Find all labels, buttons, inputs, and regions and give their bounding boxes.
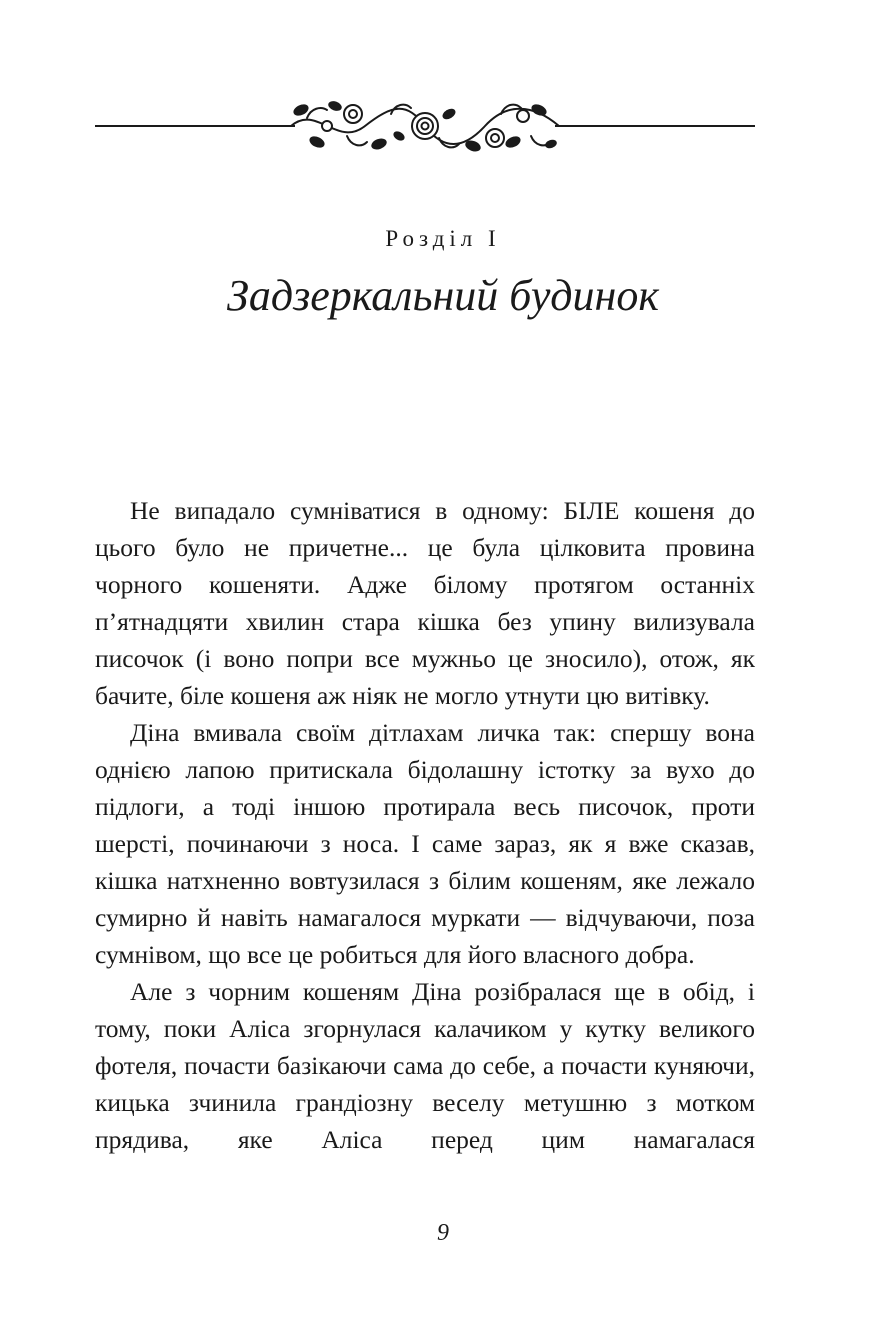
ornament-rule-left xyxy=(95,125,295,127)
body-text xyxy=(95,492,755,1158)
ornament-rule-right xyxy=(555,125,755,127)
paragraph-1: Не випадало сумніватися в одному: БІЛЕ кошеня до цього було не причетне... це була цілковита провина чорного кошеняти. Адже білому протягом останніх п’ятнадцяти хвилин стара кішка без упину вилизувала писочок (і воно попри все мужньо це зносило), отож, як бачите, біле кошеня аж ніяк не могло утнути цю витівку. xyxy=(95,496,755,710)
page-number: 9 xyxy=(437,1220,449,1246)
chapter-title: Задзеркальний будинок xyxy=(227,271,659,320)
paragraph-3: Але з чорним кошеням Діна розібралася ще в обід, і тому, поки Аліса згорнулася калачиком у кутку великого фотеля, почасти базікаючи сама до себе, а почасти куняючи, кицька зчинила грандіозну веселу метушню з мотком прядива, яке Аліса перед цим намагалася xyxy=(95,977,755,1154)
floral-vine-ornament-icon xyxy=(287,92,563,160)
chapter-ornament xyxy=(95,92,755,160)
chapter-label: Розділ I xyxy=(385,226,501,251)
paragraph-2: Діна вмивала своїм дітлахам личка так: спершу вона однією лапою притискала бідолашну істотку за вухо до підлоги, а тоді іншою протирала весь писочок, проти шерсті, починаючи з носа. І саме зараз, як я вже сказав, кішка натхненно вовтузилася з білим кошеням, яке лежало сумирно й навіть намагалося муркати — відчуваючи, поза сумнівом, що все це робиться для його власного добра. xyxy=(95,718,755,969)
